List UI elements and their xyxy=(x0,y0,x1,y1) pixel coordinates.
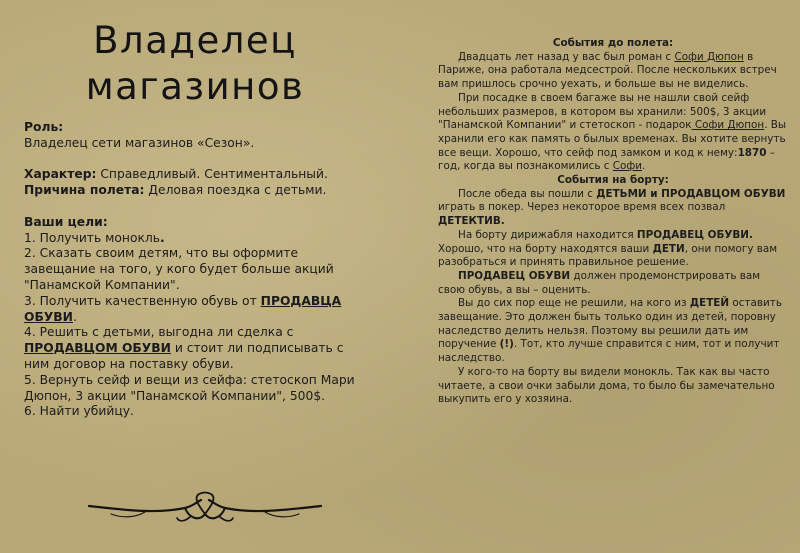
role-label: Роль: xyxy=(24,120,64,134)
reason-text: Деловая поездка с детьми. xyxy=(144,183,327,198)
title-line-2: магазинов xyxy=(85,65,305,108)
paragraph-7: У кого-то на борту вы видели монокль. Так как вы часто читаете, а свои очки забыли дома, то было бы замечательно выкупить его у хозяина. xyxy=(438,365,775,406)
character-label: Характер: xyxy=(24,167,97,182)
page-title xyxy=(60,18,330,110)
title-line-1: Владелец xyxy=(93,19,297,62)
flourish-divider-icon xyxy=(85,488,325,528)
character-line xyxy=(24,167,364,183)
goal-6: 6. Найти убийцу. xyxy=(24,404,134,419)
paragraph-6: Вы до сих пор еще не решили, на кого из ДЕТЕЙ оставить завещание. Это должен быть только один из детей, поровну наследство делить нельзя. Поэтому вы решили дать им поручение (!). Тот, кто лучше справится с ним, тот и получит наследство. xyxy=(438,297,782,365)
paragraph-1: Двадцать лет назад у вас был роман с Софи Дюпон в Париже, она работала медсестрой. После нескольких встреч вам пришлось срочно уехать, и больше вы не виделись. xyxy=(438,50,777,91)
before-flight-heading: События до полета: xyxy=(552,37,674,49)
character-text: Справедливый. Сентиментальный. xyxy=(96,167,328,182)
goal-5: 5. Вернуть сейф и вещи из сейфа: стетоскоп Мари Дюпон, 3 акции "Панамской Компании", 500$. xyxy=(24,372,355,403)
goal-1: 1. Получить монокль. xyxy=(24,230,165,245)
reason-label: Причина полета: xyxy=(24,183,145,198)
role-text: Владелец сети магазинов «Сезон». xyxy=(24,135,255,150)
goal-4: 4. Решить с детьми, выгодна ли сделка с ПРОДАВЦОМ ОБУВИ и стоит ли подписывать с ним договор на поставку обуви. xyxy=(24,325,344,371)
goals-label: Ваши цели: xyxy=(24,214,108,229)
reason-line xyxy=(24,183,364,199)
paragraph-5: ПРОДАВЕЦ ОБУВИ должен продемонстрировать вам свою обувь, а вы – оценить. xyxy=(438,269,761,296)
character-info xyxy=(24,120,364,420)
goal-2: 2. Сказать своим детям, что вы оформите завещание на того, у кого будет больше акций "Панамской Компании". xyxy=(24,246,334,292)
events-text xyxy=(438,37,788,407)
paragraph-3: После обеда вы пошли с ДЕТЬМИ и ПРОДАВЦОМ ОБУВИ играть в покер. Через некоторое время всех позвал ДЕТЕКТИВ. xyxy=(438,187,786,228)
goal-3: 3. Получить качественную обувь от ПРОДАВЦА ОБУВИ. xyxy=(24,293,342,324)
on-board-heading: События на борту: xyxy=(557,174,669,187)
paragraph-2: При посадке в своем багаже вы не нашли свой сейф небольших размеров, в котором вы хранили: 500$, 3 акции "Панамской Компании" и стетоскоп - подарок Софи Дюпон. Вы хранили его как память о былых временах. Вы хотите вернуть все вещи. Хорошо, что сейф под замком и код к нему:1870 – год, когда вы познакомились с Софи. xyxy=(438,91,787,173)
paragraph-4: На борту дирижабля находится ПРОДАВЕЦ ОБУВИ. Хорошо, что на борту находятся ваши ДЕТИ, они помогу вам разобраться и принять правильное решение. xyxy=(438,228,778,269)
